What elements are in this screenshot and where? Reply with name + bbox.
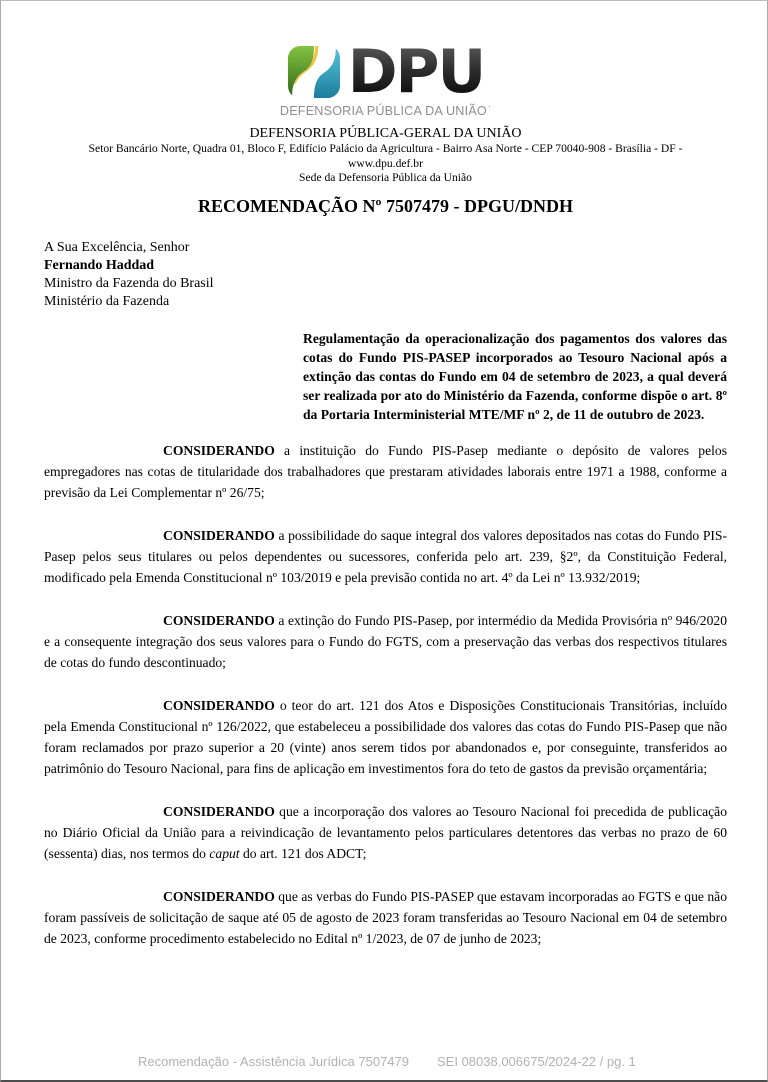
considerando-paragraphs xyxy=(44,440,727,949)
org-name: DEFENSORIA PÚBLICA-GERAL DA UNIÃO xyxy=(249,126,522,141)
dpu-logo xyxy=(44,36,727,107)
addressee-organization: Ministério da Fazenda xyxy=(44,293,170,309)
addressee-role: Ministro da Fazenda do Brasil xyxy=(44,275,214,291)
address-line: Setor Bancário Norte, Quadra 01, Bloco F, Edifício Palácio da Agricultura - Bairro Asa Norte - CEP 70040-908 - Brasília - DF - xyxy=(88,142,683,155)
document-title: RECOMENDAÇÃO Nº 7507479 - DPGU/DNDH xyxy=(198,195,573,216)
dpu-logo-subtitle-text: DEFENSORIA PÚBLICA DA UNIÃO xyxy=(279,104,487,118)
dpu-logo-icon xyxy=(287,45,341,99)
addressee-name: Fernando Haddad xyxy=(44,257,155,273)
considerando-paragraph: CONSIDERANDO o teor do art. 121 dos Atos e Disposições Constitucionais Transitórias, incluído pela Emenda Constitucional nº 126/2022, que estabeleceu a possibilidade dos valores das cotas do Fundo PIS-Pasep que não foram reclamados por prazo superior a 20 (vinte) anos serem tidos por abandonados e, por conseguinte, transferidos ao patrimônio do Tesouro Nacional, para fins de aplicação em investimentos fora do teto de gastos da previsão orçamentária; xyxy=(44,697,727,776)
considerando-paragraph: CONSIDERANDO a instituição do Fundo PIS-Pasep mediante o depósito de valores pelos empregadores nas cotas de titularidade dos trabalhadores que prestaram atividades laborais entre 1971 a 1988, conforme a previsão da Lei Complementar nº 26/75; xyxy=(44,442,727,500)
website-text: www.dpu.def.br xyxy=(348,156,423,170)
addressee-salutation: A Sua Excelência, Senhor xyxy=(44,239,190,255)
dpu-logo-subtitle xyxy=(44,101,727,118)
considerando-paragraph: CONSIDERANDO a extinção do Fundo PIS-Pasep, por intermédio da Medida Provisória nº 946/2020 e a consequente integração dos seus valores para o Fundo do FGTS, com a preservação das verbas dos respectivos titulares de cotas do fundo descontinuado; xyxy=(44,612,727,670)
summary-ementa: Regulamentação da operacionalização dos pagamentos dos valores das cotas do Fundo PIS-PASEP incorporados ao Tesouro Nacional após a extinção das contas do Fundo em 04 de setembro de 2023, a qual deverá ser realizada por ato do Ministério da Fazenda, conforme dispõe o art. 8º da Portaria Interministerial MTE/MF nº 2, de 11 de outubro de 2023. xyxy=(303,330,727,422)
addressee-block xyxy=(44,239,727,311)
dpu-logo-acronym: DPU xyxy=(347,36,485,107)
considerando-paragraph: CONSIDERANDO a possibilidade do saque integral dos valores depositados nas cotas do Fundo PIS-Pasep pelos seus titulares ou pelos dependentes ou sucessores, conferida pelo art. 239, §2º, da Constituição Federal, modificado pela Emenda Constitucional nº 103/2019 e pela previsão contida no art. 4º da Lei nº 13.932/2019; xyxy=(44,527,727,585)
office-line: Sede da Defensoria Pública da União xyxy=(299,171,472,185)
logo-trademark-dot: · xyxy=(487,101,492,111)
page-footer xyxy=(1,1054,767,1070)
letterhead xyxy=(44,1,727,217)
considerando-paragraph: CONSIDERANDO que a incorporação dos valores ao Tesouro Nacional foi precedida de publicação no Diário Oficial da União para a reivindicação de levantamento pelos particulares detentores das verbas no prazo de 60 (sessenta) dias, nos termos do caput do art. 121 dos ADCT; xyxy=(44,803,727,861)
footer-document-label: Recomendação - Assistência Jurídica 7507479 xyxy=(138,1054,409,1069)
considerando-paragraph: CONSIDERANDO que as verbas do Fundo PIS-PASEP que estavam incorporadas ao FGTS e que não foram passíveis de solicitação de saque até 05 de agosto de 2023 foram transferidas ao Tesouro Nacional em 04 de setembro de 2023, conforme procedimento estabelecido no Edital nº 1/2023, de 07 de junho de 2023; xyxy=(44,888,727,946)
footer-sei-label: SEI 08038.006675/2024-22 / pg. 1 xyxy=(437,1054,636,1069)
